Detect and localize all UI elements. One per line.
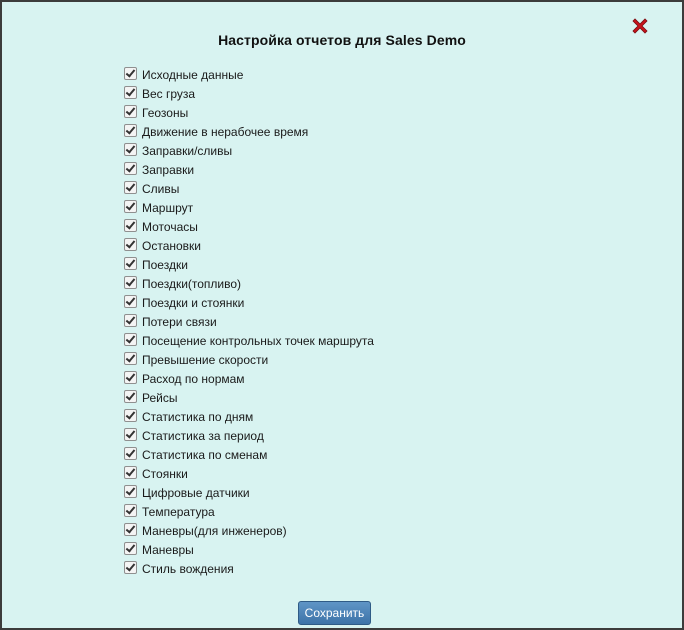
report-checkbox[interactable] bbox=[124, 295, 137, 308]
report-checkbox[interactable] bbox=[124, 485, 137, 498]
report-label: Сливы bbox=[142, 182, 180, 196]
report-label: Маневры bbox=[142, 543, 194, 557]
report-label: Потери связи bbox=[142, 315, 217, 329]
report-checkbox[interactable] bbox=[124, 314, 137, 327]
report-label: Маневры(для инженеров) bbox=[142, 524, 287, 538]
report-checkbox[interactable] bbox=[124, 238, 137, 251]
report-checkbox[interactable] bbox=[124, 523, 137, 536]
close-button[interactable] bbox=[630, 16, 650, 36]
report-option[interactable] bbox=[122, 425, 374, 444]
report-label: Температура bbox=[142, 505, 215, 519]
report-checkbox[interactable] bbox=[124, 124, 137, 137]
report-checkbox[interactable] bbox=[124, 428, 137, 441]
report-checkbox[interactable] bbox=[124, 86, 137, 99]
report-label: Расход по нормам bbox=[142, 372, 245, 386]
report-option[interactable] bbox=[122, 159, 374, 178]
report-checkbox[interactable] bbox=[124, 67, 137, 80]
report-label: Рейсы bbox=[142, 391, 178, 405]
report-checkbox[interactable] bbox=[124, 542, 137, 555]
report-option[interactable] bbox=[122, 349, 374, 368]
report-option[interactable] bbox=[122, 406, 374, 425]
report-checkbox[interactable] bbox=[124, 561, 137, 574]
report-label: Поездки и стоянки bbox=[142, 296, 245, 310]
report-option[interactable] bbox=[122, 311, 374, 330]
report-checkbox[interactable] bbox=[124, 181, 137, 194]
save-button[interactable]: Сохранить bbox=[298, 601, 371, 625]
report-option[interactable] bbox=[122, 140, 374, 159]
dialog-title: Настройка отчетов для Sales Demo bbox=[218, 32, 466, 48]
report-label: Заправки/сливы bbox=[142, 144, 233, 158]
report-option[interactable] bbox=[122, 216, 374, 235]
report-option[interactable] bbox=[122, 273, 374, 292]
report-option[interactable] bbox=[122, 444, 374, 463]
report-label: Исходные данные bbox=[142, 68, 244, 82]
report-label: Статистика по сменам bbox=[142, 448, 268, 462]
report-option[interactable] bbox=[122, 330, 374, 349]
report-label: Геозоны bbox=[142, 106, 189, 120]
report-checkbox[interactable] bbox=[124, 371, 137, 384]
report-option[interactable] bbox=[122, 83, 374, 102]
report-label: Посещение контрольных точек маршрута bbox=[142, 334, 374, 348]
report-checkbox[interactable] bbox=[124, 219, 137, 232]
report-option[interactable] bbox=[122, 235, 374, 254]
report-option[interactable] bbox=[122, 520, 374, 539]
report-label: Маршрут bbox=[142, 201, 194, 215]
report-option[interactable] bbox=[122, 254, 374, 273]
report-option[interactable] bbox=[122, 539, 374, 558]
report-option[interactable] bbox=[122, 197, 374, 216]
report-option[interactable] bbox=[122, 387, 374, 406]
report-checkbox[interactable] bbox=[124, 447, 137, 460]
report-checkbox[interactable] bbox=[124, 333, 137, 346]
report-checkbox[interactable] bbox=[124, 143, 137, 156]
report-option[interactable] bbox=[122, 501, 374, 520]
report-label: Вес груза bbox=[142, 87, 196, 101]
report-label: Превышение скорости bbox=[142, 353, 269, 367]
report-option[interactable] bbox=[122, 121, 374, 140]
report-checkbox[interactable] bbox=[124, 200, 137, 213]
report-checkbox[interactable] bbox=[124, 352, 137, 365]
report-label: Моточасы bbox=[142, 220, 198, 234]
report-checkbox[interactable] bbox=[124, 466, 137, 479]
report-option[interactable] bbox=[122, 368, 374, 387]
report-label: Статистика по дням bbox=[142, 410, 254, 424]
report-label: Стоянки bbox=[142, 467, 188, 481]
report-checkbox[interactable] bbox=[124, 409, 137, 422]
report-option[interactable] bbox=[122, 558, 374, 577]
report-label: Цифровые датчики bbox=[142, 486, 250, 500]
report-option[interactable] bbox=[122, 178, 374, 197]
report-option[interactable] bbox=[122, 102, 374, 121]
report-checkbox[interactable] bbox=[124, 390, 137, 403]
report-option[interactable] bbox=[122, 64, 374, 83]
report-label: Заправки bbox=[142, 163, 195, 177]
report-checkbox[interactable] bbox=[124, 162, 137, 175]
report-checkbox[interactable] bbox=[124, 257, 137, 270]
report-label: Стиль вождения bbox=[142, 562, 234, 576]
close-icon bbox=[630, 16, 650, 36]
report-list bbox=[122, 64, 374, 577]
report-checkbox[interactable] bbox=[124, 504, 137, 517]
report-option[interactable] bbox=[122, 292, 374, 311]
report-label: Движение в нерабочее время bbox=[142, 125, 309, 139]
report-checkbox[interactable] bbox=[124, 276, 137, 289]
report-label: Поездки(топливо) bbox=[142, 277, 242, 291]
report-label: Остановки bbox=[142, 239, 201, 253]
report-label: Статистика за период bbox=[142, 429, 264, 443]
report-checkbox[interactable] bbox=[124, 105, 137, 118]
report-option[interactable] bbox=[122, 463, 374, 482]
report-option[interactable] bbox=[122, 482, 374, 501]
report-label: Поездки bbox=[142, 258, 188, 272]
